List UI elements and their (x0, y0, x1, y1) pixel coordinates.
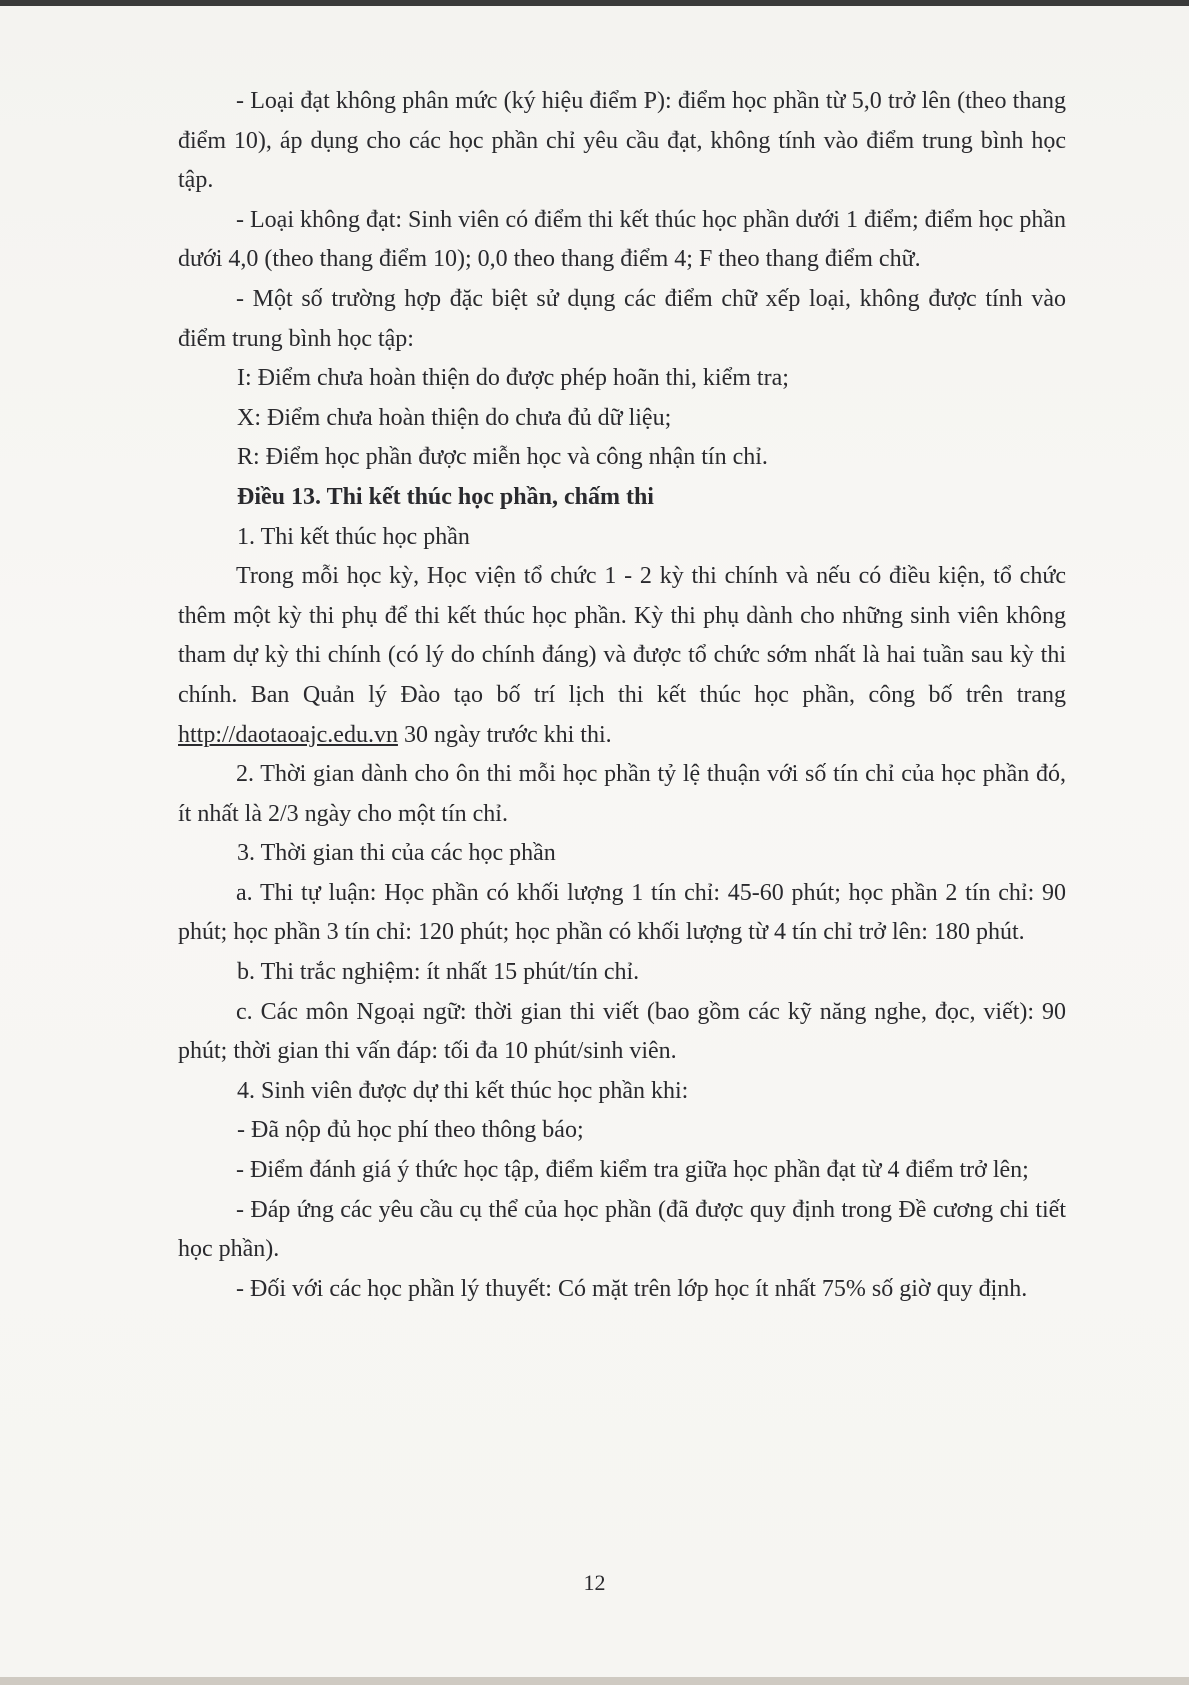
training-website-link[interactable]: http://daotaoajc.edu.vn (178, 721, 398, 748)
paragraph-exam-schedule (178, 557, 1066, 755)
grade-code-r: R: Điểm học phần được miễn học và công nhận tín chỉ. (237, 444, 768, 471)
paragraph-pass-grade: - Loại đạt không phân mức (ký hiệu điểm P): điểm học phần từ 5,0 trở lên (theo thang điểm 10), áp dụng cho các học phần chỉ yêu cầu đạt, không tính vào điểm trung bình học tập. (178, 88, 1066, 194)
condition-attendance: - Đối với các học phần lý thuyết: Có mặt trên lớp học ít nhất 75% số giờ quy định. (236, 1275, 1028, 1302)
condition-tuition: - Đã nộp đủ học phí theo thông báo; (237, 1117, 584, 1144)
condition-midterm-score: - Điểm đánh giá ý thức học tập, điểm kiểm tra giữa học phần đạt từ 4 điểm trở lên; (236, 1157, 1029, 1184)
exam-schedule-text: Trong mỗi học kỳ, Học viện tổ chức 1 - 2 kỳ thi chính và nếu có điều kiện, tổ chức thêm một kỳ thi phụ để thi kết thúc học phần. Kỳ thi phụ dành cho những sinh viên không tham dự kỳ thi chính (có lý do chính đáng) và được tổ chức sớm nhất là hai tuần sau kỳ thi chính. Ban Quản lý Đào tạo bố trí lịch thi kết thúc học phần, công bố trên trang (178, 563, 1066, 708)
paragraph-foreign-language: c. Các môn Ngoại ngữ: thời gian thi viết (bao gồm các kỹ năng nghe, đọc, viết): 90 phút; thời gian thi vấn đáp: tối đa 10 phút/sinh viên. (178, 998, 1066, 1065)
scan-top-edge (0, 0, 1189, 6)
paragraph-fail-grade: - Loại không đạt: Sinh viên có điểm thi kết thúc học phần dưới 1 điểm; điểm học phần dưới 4,0 (theo thang điểm 10); 0,0 theo thang điểm 4; F theo thang điểm chữ. (178, 206, 1066, 273)
condition-course-requirements: - Đáp ứng các yêu cầu cụ thể của học phần (đã được quy định trong Đề cương chi tiết học phần). (178, 1196, 1066, 1263)
page-number: 12 (583, 1570, 606, 1595)
article-13-heading: Điều 13. Thi kết thúc học phần, chấm thi (237, 483, 654, 510)
scan-bottom-edge (0, 1677, 1189, 1685)
section-4-title: 4. Sinh viên được dự thi kết thúc học phần khi: (237, 1077, 689, 1104)
page-body (178, 82, 1066, 1309)
grade-code-x: X: Điểm chưa hoàn thiện do chưa đủ dữ liệu; (237, 404, 672, 431)
section-3-title: 3. Thời gian thi của các học phần (237, 840, 556, 867)
grade-code-i: I: Điểm chưa hoàn thiện do được phép hoãn thi, kiểm tra; (237, 365, 789, 392)
section-1-title: 1. Thi kết thúc học phần (237, 523, 470, 550)
paragraph-review-time: 2. Thời gian dành cho ôn thi mỗi học phần tỷ lệ thuận với số tín chỉ của học phần đó, ít nhất là 2/3 ngày cho một tín chỉ. (178, 761, 1066, 827)
paragraph-multiple-choice: b. Thi trắc nghiệm: ít nhất 15 phút/tín chỉ. (237, 959, 640, 986)
paragraph-special-cases: - Một số trường hợp đặc biệt sử dụng các điểm chữ xếp loại, không được tính vào điểm trung bình học tập: (178, 285, 1066, 352)
paragraph-essay-exam: a. Thi tự luận: Học phần có khối lượng 1 tín chỉ: 45-60 phút; học phần 2 tín chỉ: 90 phút; học phần 3 tín chỉ: 120 phút; học phần có khối lượng từ 4 tín chỉ trở lên: 180 phút. (178, 879, 1066, 946)
exam-schedule-tail: 30 ngày trước khi thi. (397, 721, 612, 748)
